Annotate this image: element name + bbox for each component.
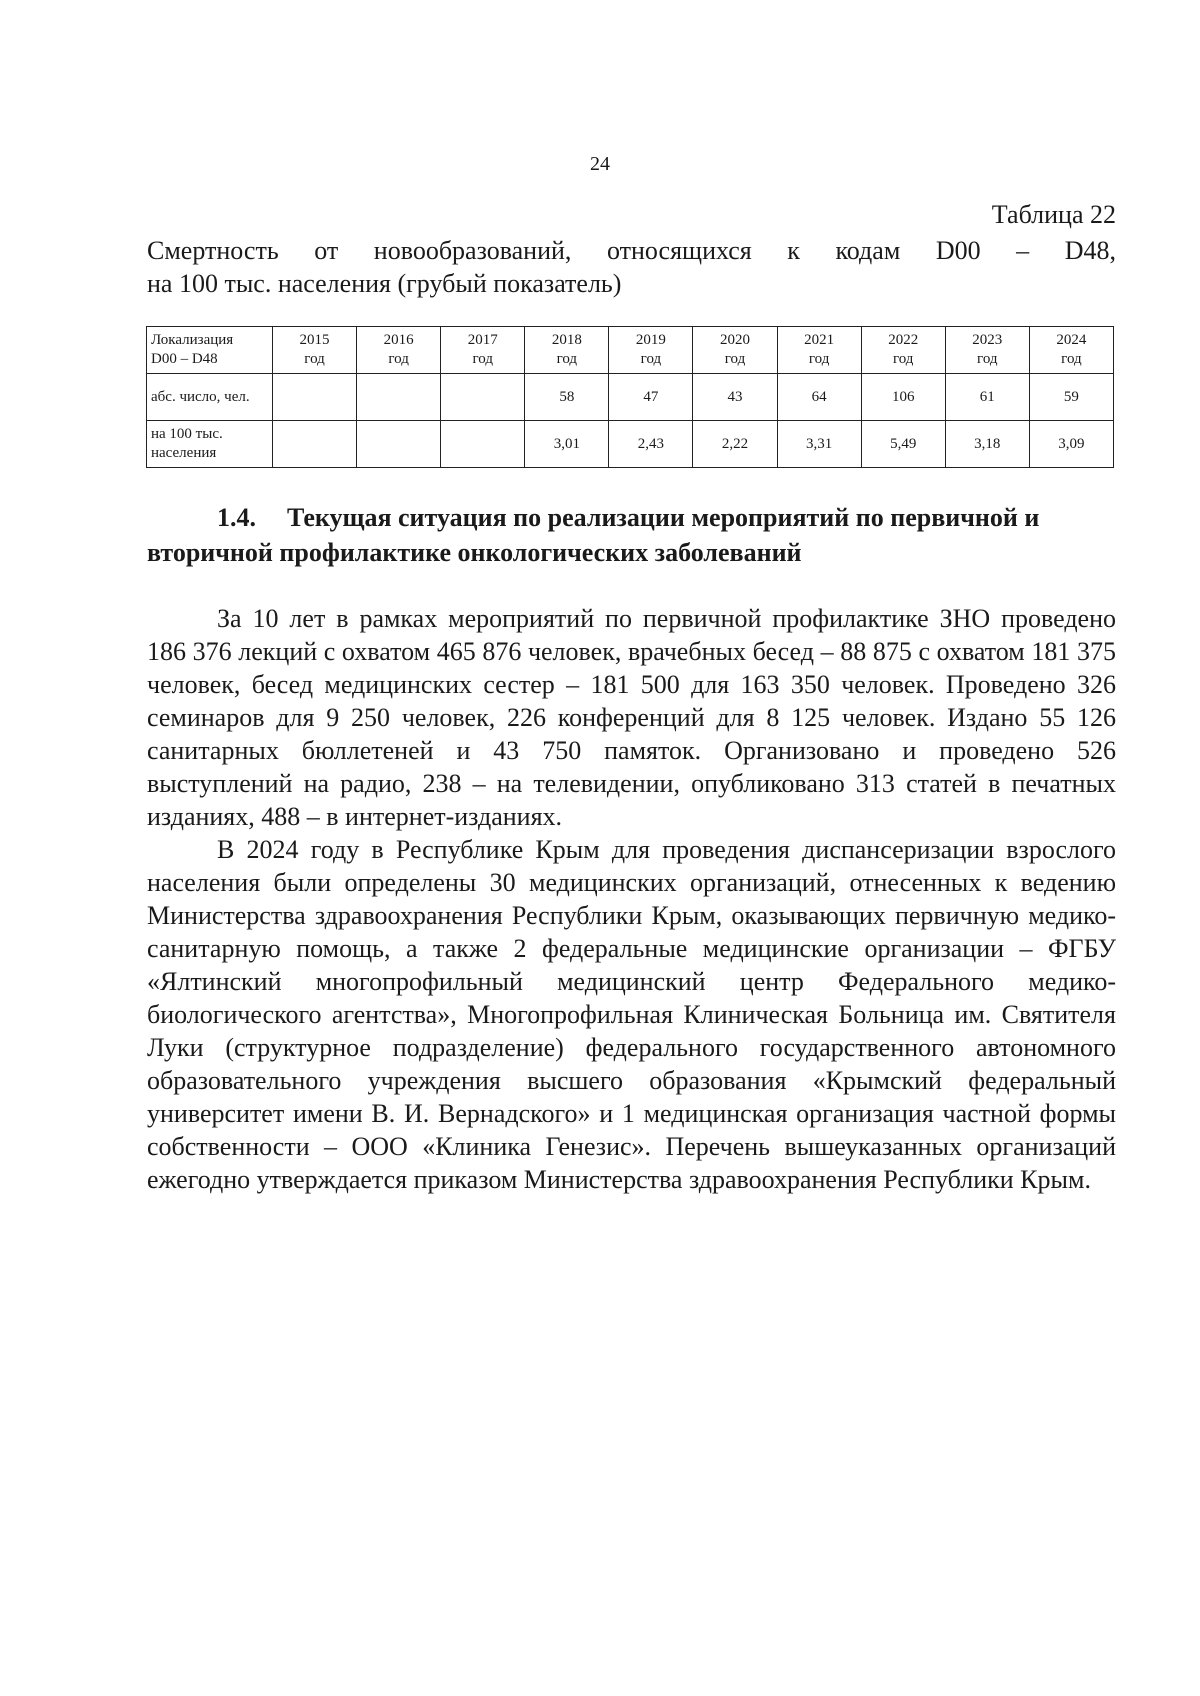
table-caption xyxy=(147,234,1116,300)
header-year-2021 xyxy=(777,327,861,374)
year-unit: год xyxy=(472,351,493,367)
table-cell: 3,09 xyxy=(1029,421,1113,468)
header-year-2022 xyxy=(861,327,945,374)
table-cell: 58 xyxy=(525,374,609,421)
table-cell: 3,18 xyxy=(945,421,1029,468)
header-localization-line-2: D00 – D48 xyxy=(151,351,218,367)
table-cell: 3,01 xyxy=(525,421,609,468)
mortality-table xyxy=(146,326,1114,468)
year-label: 2016 xyxy=(383,332,414,348)
year-unit: год xyxy=(388,351,409,367)
header-year-2015 xyxy=(273,327,357,374)
table-cell: 47 xyxy=(609,374,693,421)
paragraph: В 2024 году в Республике Крым для проведения диспансеризации взрослого населения были определены 30 медицинских организаций, отнесенных к ведению Министерства здравоохранения Республики Крым, оказывающих первичную медико-санитарную помощь, а также 2 федеральные медицинские организации – ФГБУ «Ялтинский многопрофильный медицинский центр Федерального медико-биологического агентства», Многопрофильная Клиническая Больница им. Святителя Луки (структурное подразделение) федерального государственного автономного образовательного учреждения высшего образования «Крымский федеральный университет имени В. И. Вернадского» и 1 медицинская организация частной формы собственности – ООО «Клиника Генезис». Перечень вышеуказанных организаций ежегодно утверждается приказом Министерства здравоохранения Республики Крым. xyxy=(147,835,1116,1194)
table-cell xyxy=(441,374,525,421)
section-heading xyxy=(147,500,1116,570)
year-unit: год xyxy=(808,351,830,367)
year-label: 2022 xyxy=(888,332,919,348)
year-label: 2018 xyxy=(551,332,582,348)
year-label: 2023 xyxy=(972,332,1003,348)
table-caption-line-2: на 100 тыс. населения (грубый показатель) xyxy=(147,269,622,298)
year-label: 2019 xyxy=(635,332,666,348)
table-label: Таблица 22 xyxy=(991,200,1116,229)
table-caption-line-1: Смертность от новообразований, относящихся к кодам D00 – D48, xyxy=(147,236,1116,265)
header-localization xyxy=(147,327,273,374)
header-year-2018 xyxy=(525,327,609,374)
table-cell xyxy=(357,374,441,421)
year-label: 2017 xyxy=(467,332,498,348)
table-cell: 2,43 xyxy=(609,421,693,468)
year-unit: год xyxy=(724,351,746,367)
table-cell: 61 xyxy=(945,374,1029,421)
section-number: 1.4. xyxy=(217,503,256,532)
header-year-2017 xyxy=(441,327,525,374)
row-label-absolute: абс. число, чел. xyxy=(147,374,273,421)
header-year-2020 xyxy=(693,327,777,374)
year-label: 2024 xyxy=(1056,332,1087,348)
table-cell: 106 xyxy=(861,374,945,421)
header-year-2024 xyxy=(1029,327,1113,374)
table-header-row xyxy=(147,327,1114,374)
table-cell: 43 xyxy=(693,374,777,421)
table-cell: 59 xyxy=(1029,374,1113,421)
table-cell xyxy=(441,421,525,468)
paragraph: За 10 лет в рамках мероприятий по первичной профилактике ЗНО проведено 186 376 лекций с охватом 465 876 человек, врачебных бесед – 88 875 с охватом 181 375 человек, бесед медицинских сестер – 181 500 для 163 350 человек. Проведено 326 семинаров для 9 250 человек, 226 конференций для 8 125 человек. Издано 55 126 санитарных бюллетеней и 43 750 памяток. Организовано и проведено 526 выступлений на радио, 238 – на телевидении, опубликовано 313 статей в печатных изданиях, 488 – в интернет-изданиях. xyxy=(147,604,1116,831)
year-unit: год xyxy=(640,351,662,367)
header-year-2016 xyxy=(357,327,441,374)
table-cell: 3,31 xyxy=(777,421,861,468)
table-row-per-100k xyxy=(147,421,1114,468)
page-number: 24 xyxy=(590,153,610,175)
year-unit: год xyxy=(1061,351,1082,367)
table-cell xyxy=(273,421,357,468)
body-text xyxy=(147,602,1116,1196)
table-cell: 2,22 xyxy=(693,421,777,468)
year-label: 2020 xyxy=(720,332,751,348)
header-year-2023 xyxy=(945,327,1029,374)
year-unit: год xyxy=(304,351,325,367)
year-label: 2015 xyxy=(299,332,330,348)
year-label: 2021 xyxy=(804,332,835,348)
section-title: Текущая ситуация по реализации мероприятий по первичной и вторичной профилактике онкологических заболеваний xyxy=(147,503,1040,567)
table-cell: 64 xyxy=(777,374,861,421)
table-row-absolute xyxy=(147,374,1114,421)
table-cell xyxy=(357,421,441,468)
year-unit: год xyxy=(556,351,578,367)
header-localization-line-1: Локализация xyxy=(151,332,234,348)
table-cell xyxy=(273,374,357,421)
year-unit: год xyxy=(892,351,914,367)
header-year-2019 xyxy=(609,327,693,374)
year-unit: год xyxy=(977,351,998,367)
row-label-per-100k: на 100 тыс. населения xyxy=(147,421,273,468)
table-cell: 5,49 xyxy=(861,421,945,468)
